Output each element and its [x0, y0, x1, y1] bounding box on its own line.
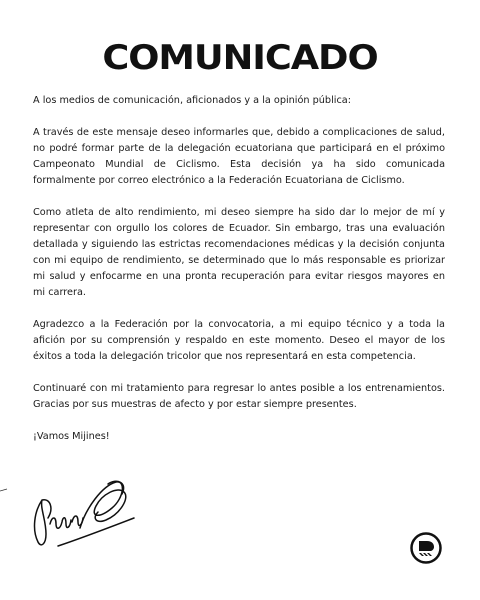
paragraph-closing: Continuaré con mi tratamiento para regresar lo antes posible a los entrenamientos. Gracias por sus muestras de afecto y por estar siempre presentes.	[33, 383, 445, 410]
paragraph-gratitude: Agradezco a la Federación por la convocatoria, a mi equipo técnico y a toda la afición por su comprensión y respaldo en este momento. Deseo el mayor de los éxitos a toda la delegación tricolor que nos representará en esta competencia.	[33, 319, 445, 362]
paragraph-announcement: A través de este mensaje deseo informarles que, debido a complicaciones de salud, no podré formar parte de la delegación ecuatoriana que participará en el próximo Campeonato Mundial de Ciclismo. Esta decisión ya ha sido comunicada formalmente por correo electrónico a la Federación Ecuatoriana de Ciclismo.	[33, 127, 445, 186]
edge-mark-icon	[0, 488, 8, 492]
page-title: COMUNICADO	[102, 38, 378, 78]
greeting-paragraph: A los medios de comunicación, aficionados y a la opinión pública:	[33, 95, 351, 106]
paragraph-reasons: Como atleta de alto rendimiento, mi deseo siempre ha sido dar lo mejor de mí y representar con orgullo los colores de Ecuador. Sin embargo, tras una evaluación detallada y siguiendo las estrictas recomendaciones médicas y la decisión conjunta con mi equipo de rendimiento, se determinado que lo más responsable es priorizar mi salud y enfocarme en una pronta recuperación para evitar riesgos mayores en mi carrera.	[33, 207, 445, 298]
signature-icon	[20, 468, 140, 558]
letter-body	[33, 93, 445, 461]
sign-off: ¡Vamos Mijines!	[33, 431, 110, 442]
brand-logo-icon	[410, 532, 442, 564]
